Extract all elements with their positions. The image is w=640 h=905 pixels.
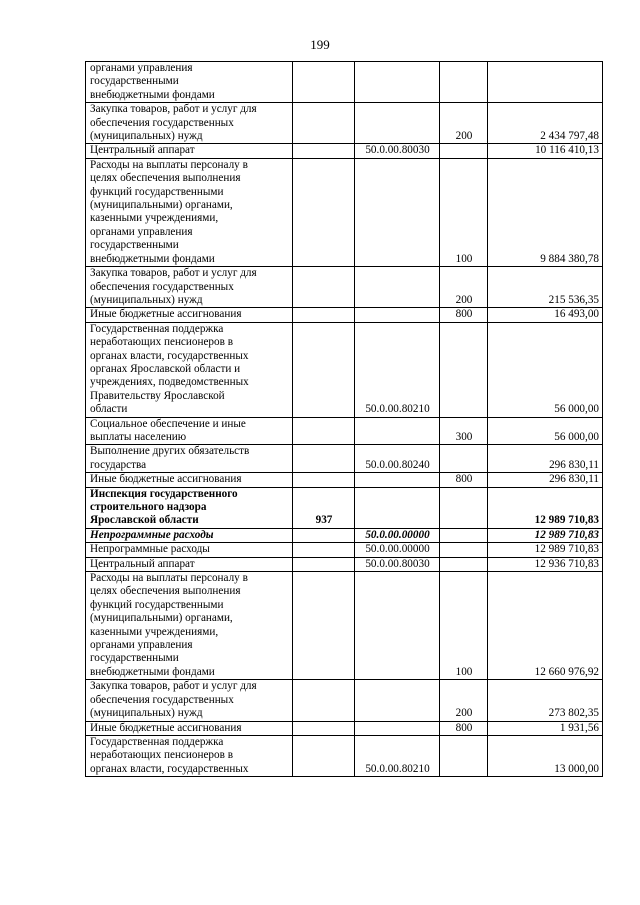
row-code-cell xyxy=(355,103,440,144)
row-type-cell xyxy=(440,487,488,528)
budget-table-body xyxy=(86,62,603,777)
row-amount-cell: 12 989 710,83 xyxy=(488,487,603,528)
row-dept-cell xyxy=(293,144,355,158)
row-name-cell: Центральный аппарат xyxy=(86,557,293,571)
row-code-cell xyxy=(355,308,440,322)
row-name-cell: Государственная поддержка неработающих пенсионеров в органах власти, государственных xyxy=(86,735,293,776)
table-row xyxy=(86,680,603,721)
row-code-cell xyxy=(355,572,440,680)
row-code-cell xyxy=(355,62,440,103)
table-row xyxy=(86,487,603,528)
table-row xyxy=(86,735,603,776)
page-number: 199 xyxy=(310,37,330,52)
row-dept-cell xyxy=(293,445,355,473)
row-amount-cell: 9 884 380,78 xyxy=(488,158,603,266)
row-code-cell: 50.0.00.80210 xyxy=(355,735,440,776)
row-name-cell: Непрограммные расходы xyxy=(86,543,293,557)
row-dept-cell xyxy=(293,543,355,557)
row-type-cell xyxy=(440,528,488,542)
row-name-cell: Выполнение других обязательств государства xyxy=(86,445,293,473)
row-name-cell: Иные бюджетные ассигнования xyxy=(86,473,293,487)
row-amount-cell: 1 931,56 xyxy=(488,721,603,735)
row-type-cell: 800 xyxy=(440,721,488,735)
row-type-cell: 800 xyxy=(440,473,488,487)
row-code-cell xyxy=(355,267,440,308)
row-dept-cell xyxy=(293,417,355,445)
row-code-cell xyxy=(355,721,440,735)
row-name-cell: Центральный аппарат xyxy=(86,144,293,158)
row-type-cell xyxy=(440,557,488,571)
table-row xyxy=(86,267,603,308)
row-amount-cell: 12 989 710,83 xyxy=(488,543,603,557)
row-code-cell xyxy=(355,487,440,528)
row-name-cell: Закупка товаров, работ и услуг для обеспечения государственных (муниципальных) нужд xyxy=(86,680,293,721)
row-amount-cell: 56 000,00 xyxy=(488,417,603,445)
table-row xyxy=(86,144,603,158)
row-name-cell: Государственная поддержка неработающих пенсионеров в органах власти, государственных органах Ярославской области и учреждениях, подведомственных Правительству Ярославской области xyxy=(86,322,293,417)
row-amount-cell: 273 802,35 xyxy=(488,680,603,721)
row-dept-cell xyxy=(293,62,355,103)
row-code-cell xyxy=(355,417,440,445)
row-code-cell: 50.0.00.80240 xyxy=(355,445,440,473)
row-name-cell: Непрограммные расходы xyxy=(86,528,293,542)
table-row xyxy=(86,557,603,571)
row-type-cell: 800 xyxy=(440,308,488,322)
row-code-cell xyxy=(355,680,440,721)
row-name-cell: органами управления государственными внебюджетными фондами xyxy=(86,62,293,103)
row-type-cell xyxy=(440,445,488,473)
table-row xyxy=(86,528,603,542)
row-dept-cell xyxy=(293,308,355,322)
row-dept-cell xyxy=(293,528,355,542)
table-row xyxy=(86,572,603,680)
table-row xyxy=(86,158,603,266)
row-dept-cell xyxy=(293,158,355,266)
row-name-cell: Иные бюджетные ассигнования xyxy=(86,308,293,322)
table-row xyxy=(86,473,603,487)
row-name-cell: Расходы на выплаты персоналу в целях обеспечения выполнения функций государственными (муниципальными) органами, казенными учреждениями, органами управления государственными внебюджетными фондами xyxy=(86,572,293,680)
table-row xyxy=(86,543,603,557)
row-type-cell xyxy=(440,144,488,158)
row-type-cell xyxy=(440,543,488,557)
row-name-cell: Расходы на выплаты персоналу в целях обеспечения выполнения функций государственными (муниципальными) органами, казенными учреждениями, органами управления государственными внебюджетными фондами xyxy=(86,158,293,266)
row-code-cell: 50.0.00.80030 xyxy=(355,557,440,571)
row-dept-cell xyxy=(293,572,355,680)
table-row xyxy=(86,721,603,735)
table-row xyxy=(86,62,603,103)
row-code-cell: 50.0.00.80030 xyxy=(355,144,440,158)
row-name-cell: Социальное обеспечение и иные выплаты населению xyxy=(86,417,293,445)
row-code-cell xyxy=(355,473,440,487)
row-dept-cell xyxy=(293,103,355,144)
row-type-cell: 100 xyxy=(440,158,488,266)
row-amount-cell: 13 000,00 xyxy=(488,735,603,776)
row-amount-cell: 16 493,00 xyxy=(488,308,603,322)
table-row xyxy=(86,417,603,445)
row-type-cell xyxy=(440,322,488,417)
row-amount-cell: 12 989 710,83 xyxy=(488,528,603,542)
table-row xyxy=(86,103,603,144)
row-amount-cell: 56 000,00 xyxy=(488,322,603,417)
table-row xyxy=(86,322,603,417)
row-amount-cell: 296 830,11 xyxy=(488,473,603,487)
row-type-cell: 200 xyxy=(440,680,488,721)
row-dept-cell xyxy=(293,322,355,417)
row-dept-cell xyxy=(293,557,355,571)
row-code-cell: 50.0.00.80210 xyxy=(355,322,440,417)
row-amount-cell: 2 434 797,48 xyxy=(488,103,603,144)
row-type-cell: 200 xyxy=(440,103,488,144)
row-code-cell: 50.0.00.00000 xyxy=(355,528,440,542)
row-type-cell xyxy=(440,735,488,776)
row-amount-cell: 12 660 976,92 xyxy=(488,572,603,680)
row-code-cell xyxy=(355,158,440,266)
row-dept-cell xyxy=(293,267,355,308)
row-type-cell: 200 xyxy=(440,267,488,308)
row-amount-cell: 215 536,35 xyxy=(488,267,603,308)
table-row xyxy=(86,308,603,322)
row-code-cell: 50.0.00.00000 xyxy=(355,543,440,557)
row-name-cell: Закупка товаров, работ и услуг для обеспечения государственных (муниципальных) нужд xyxy=(86,267,293,308)
budget-table xyxy=(85,61,603,777)
row-type-cell xyxy=(440,62,488,103)
row-dept-cell xyxy=(293,473,355,487)
row-dept-cell xyxy=(293,735,355,776)
row-name-cell: Инспекция государственного строительного надзора Ярославской области xyxy=(86,487,293,528)
table-row xyxy=(86,445,603,473)
row-amount-cell: 10 116 410,13 xyxy=(488,144,603,158)
row-dept-cell xyxy=(293,680,355,721)
row-name-cell: Иные бюджетные ассигнования xyxy=(86,721,293,735)
row-dept-cell xyxy=(293,721,355,735)
row-amount-cell: 12 936 710,83 xyxy=(488,557,603,571)
row-type-cell: 300 xyxy=(440,417,488,445)
row-name-cell: Закупка товаров, работ и услуг для обеспечения государственных (муниципальных) нужд xyxy=(86,103,293,144)
row-amount-cell xyxy=(488,62,603,103)
row-type-cell: 100 xyxy=(440,572,488,680)
row-dept-cell: 937 xyxy=(293,487,355,528)
row-amount-cell: 296 830,11 xyxy=(488,445,603,473)
